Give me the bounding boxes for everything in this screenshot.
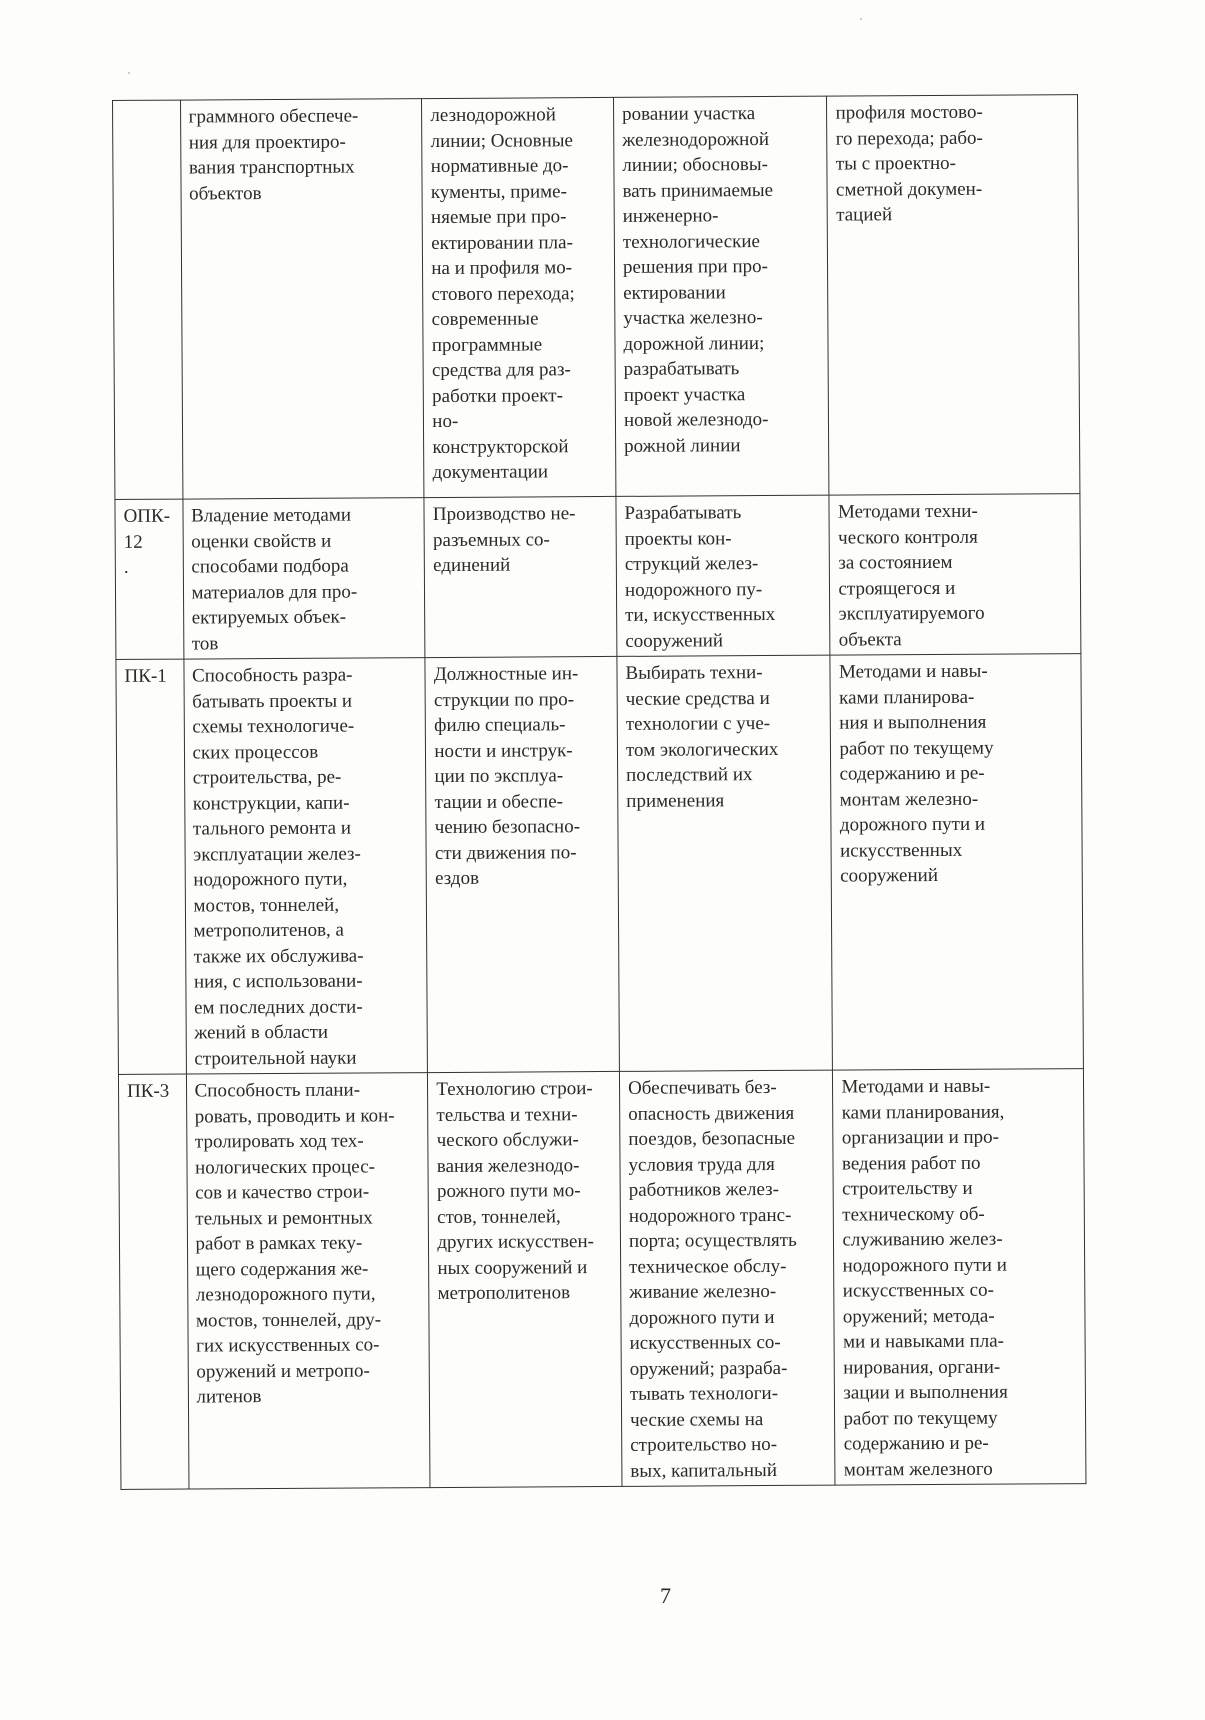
table-row	[118, 1069, 1086, 1490]
knowledge-cell: лезнодорожной линии; Основные нормативные до- кументы, приме- няемые при про- ектировании пла- на и профиля мо- стового перехода; современные программные средства для раз- работки проект- но- конструкторской документации	[422, 97, 616, 497]
competence-description: Владение методами оценки свойств и способами подбора материалов для про- ектируемых объек- тов	[182, 498, 425, 659]
scan-speck	[128, 72, 130, 74]
proficiency-cell: Методами и навы- ками планирова- ния и выполнения работ по текущему содержанию и ре- монтам железно- дорожного пути и искусственных сооружений	[830, 654, 1083, 1071]
competence-code: ОПК- 12 .	[115, 499, 183, 659]
skills-cell: ровании участка железнодорожной линии; обосновы- вать принимаемые инженерно- технологические решения при про- ектировании участка железно- дорожной линии; разрабатывать проект участка новой железнодо- рожной линии	[613, 96, 829, 496]
competence-code: ПК-1	[116, 659, 186, 1074]
competence-description: Способность плани- ровать, проводить и кон- тролировать ход тех- нологических процес- сов и качество строи- тельных и ремонтных работ в рамках теку- щего содержания же- лезнодорожного пути, мостов, тоннелей, дру- гих искусственных со- оружений и метропо- литенов	[186, 1073, 430, 1489]
competence-code: ПК-3	[118, 1074, 188, 1489]
scan-speck	[860, 18, 862, 20]
skills-cell: Разрабатывать проекты кон- струкций желез- нодорожного пу- ти, искусственных сооружений	[616, 495, 830, 656]
skills-cell: Выбирать техни- ческие средства и технологии с уче- том экологических последствий их применения	[617, 655, 833, 1071]
competence-table-container	[112, 94, 1086, 1490]
table-row	[116, 654, 1084, 1075]
competence-description: Способность разра- батывать проекты и схемы технологиче- ских процессов строительства, ре- конструкции, капи- тального ремонта и эксплуатации желез- нодорожного пути, мостов, тоннелей, метрополитенов, а также их обслужива- ния, с использовани- ем последних дости- жений в области строительной науки	[183, 658, 427, 1074]
competence-description: граммного обеспече- ния для проектиро- вания транспортных объектов	[180, 99, 424, 499]
proficiency-cell: Методами и навы- ками планирования, организации и про- ведения работ по строительству и техническому об- служиванию желез- нодорожного пути и искусственных со- оружений; метода- ми и навыками пла- нирования, органи- зации и выполнения работ по текущему содержанию и ре- монтам железного	[833, 1069, 1086, 1486]
competence-table	[112, 94, 1086, 1490]
knowledge-cell: Производство не- разъемных со- единений	[424, 496, 617, 657]
knowledge-cell: Технологию строи- тельства и техни- ческого обслужи- вания железнодо- рожного пути мо- стов, тоннелей, других искусствен- ных сооружений и метрополитенов	[428, 1071, 622, 1487]
table-row	[113, 95, 1080, 500]
knowledge-cell: Должностные ин- струкции по про- филю специаль- ности и инструк- ции по эксплуа- тации и обеспе- чению безопасно- сти движения по- ездов	[425, 656, 619, 1072]
competence-code	[113, 100, 183, 499]
page-number: 7	[660, 1583, 671, 1608]
table-row	[115, 494, 1081, 660]
proficiency-cell: Методами техни- ческого контроля за состоянием строящегося и эксплуатируемого объекта	[829, 494, 1081, 656]
proficiency-cell: профиля мостово- го перехода; рабо- ты с проектно- сметной докумен- тацией	[827, 95, 1080, 496]
skills-cell: Обеспечивать без- опасность движения поездов, безопасные условия труда для работников желез- нодорожного транс- порта; осуществлять техническое обслу- живание железно- дорожного пути и искусственных со- оружений; разраба- тывать технологи- ческие схемы на строительство но- вых, капитальный	[619, 1070, 835, 1486]
